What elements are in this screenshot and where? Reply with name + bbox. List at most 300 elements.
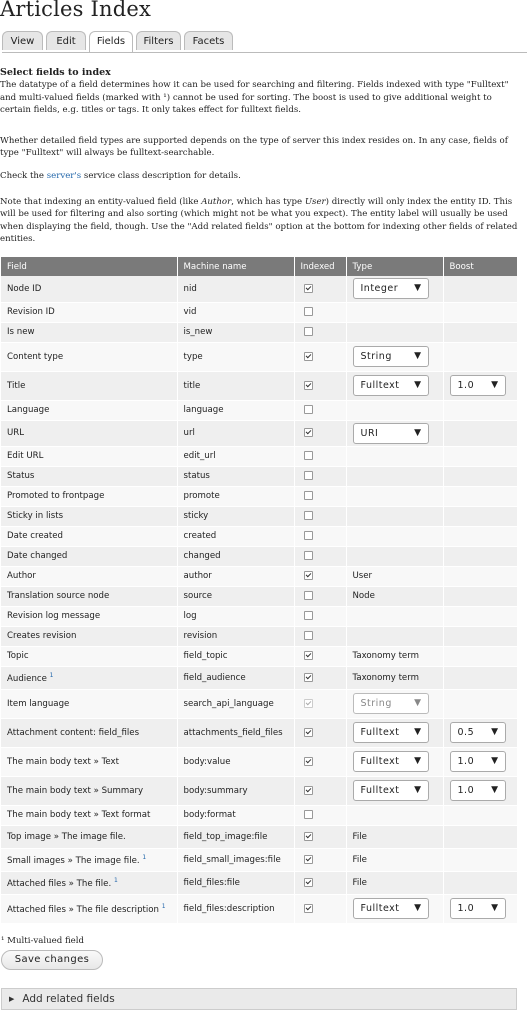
field-label: Title: [7, 380, 26, 391]
machine-name: field_files:file: [177, 871, 294, 894]
type-cell: [346, 566, 443, 586]
type-text: Taxonomy term: [352, 672, 419, 683]
chevron-down-icon: ▼: [414, 380, 422, 390]
add-related-fields[interactable]: [1, 988, 517, 1010]
table-row: [1, 776, 517, 805]
indexed-checkbox[interactable]: [304, 307, 313, 316]
type-cell: [346, 776, 443, 805]
field-label: Attachment content: field_files: [7, 727, 140, 738]
field-label-cell: [1, 586, 177, 606]
boost-select-value: 1.0: [457, 380, 475, 391]
field-label: Item language: [7, 698, 70, 709]
field-label: Revision ID: [7, 307, 55, 317]
indexed-cell: [294, 825, 346, 848]
type-cell: [346, 606, 443, 626]
type-select[interactable]: [353, 780, 429, 801]
indexed-cell: [294, 718, 346, 747]
field-label: Author: [7, 571, 36, 581]
indexed-checkbox: [304, 699, 313, 708]
type-select[interactable]: [353, 346, 429, 367]
boost-cell: [443, 776, 517, 805]
type-text: File: [352, 854, 367, 865]
type-cell: [346, 276, 443, 302]
header-machine-name: Machine name: [177, 257, 294, 276]
description-check: [0, 170, 522, 182]
indexed-checkbox[interactable]: [304, 551, 313, 560]
indexed-checkbox[interactable]: [304, 810, 313, 819]
field-label-cell: [1, 718, 177, 747]
chevron-down-icon: ▼: [414, 283, 422, 294]
field-label: The main body text » Summary: [7, 785, 144, 796]
chevron-down-icon: ▼: [414, 698, 422, 708]
field-label-cell: [1, 466, 177, 486]
header-type: Type: [346, 257, 443, 276]
indexed-cell: [294, 276, 346, 302]
type-select-value: String: [360, 698, 392, 709]
boost-cell: [443, 526, 517, 546]
type-select-value: String: [360, 351, 392, 362]
indexed-cell: [294, 666, 346, 689]
chevron-down-icon: ▼: [491, 380, 499, 390]
type-cell: [346, 466, 443, 486]
table-row: [1, 546, 517, 566]
table-row: [1, 606, 517, 626]
field-label-cell: [1, 871, 177, 894]
machine-name: field_audience: [177, 666, 294, 689]
table-row: [1, 566, 517, 586]
chevron-down-icon: ▼: [414, 351, 422, 361]
type-select-value: Fulltext: [360, 903, 400, 914]
boost-cell: [443, 276, 517, 302]
table-row: [1, 322, 517, 342]
type-cell: [346, 825, 443, 848]
machine-name: vid: [177, 302, 294, 322]
indexed-checkbox[interactable]: [304, 611, 313, 620]
indexed-checkbox[interactable]: [304, 531, 313, 540]
indexed-checkbox[interactable]: [304, 471, 313, 480]
tab-facets[interactable]: Facets: [184, 31, 233, 50]
multi-valued-footnote: ¹ Multi-valued field: [1, 936, 85, 946]
field-label-cell: [1, 848, 177, 871]
field-label-cell: [1, 805, 177, 825]
field-label: Topic: [7, 651, 29, 661]
boost-select[interactable]: [450, 751, 506, 772]
section-title: Select fields to index: [0, 67, 111, 78]
machine-name: nid: [177, 276, 294, 302]
indexed-cell: [294, 322, 346, 342]
machine-name: source: [177, 586, 294, 606]
description-server: [0, 135, 522, 160]
fields-table: [1, 257, 517, 924]
type-cell: [346, 342, 443, 371]
table-row: [1, 586, 517, 606]
boost-cell: [443, 371, 517, 400]
boost-cell: [443, 586, 517, 606]
field-label-cell: [1, 400, 177, 420]
table-row: [1, 526, 517, 546]
type-select-value: Fulltext: [360, 380, 400, 391]
boost-cell: [443, 626, 517, 646]
boost-cell: [443, 606, 517, 626]
indexed-cell: [294, 566, 346, 586]
header-indexed: Indexed: [294, 257, 346, 276]
type-cell: [346, 400, 443, 420]
type-cell: [346, 848, 443, 871]
indexed-checkbox[interactable]: [304, 878, 313, 887]
table-header: [1, 257, 517, 276]
field-label-cell: [1, 825, 177, 848]
header-field: Field: [1, 257, 177, 276]
type-select-value: Fulltext: [360, 756, 400, 767]
field-label: The main body text » Text: [7, 756, 119, 767]
field-label: Attached files » The file.: [7, 878, 112, 889]
type-select[interactable]: [353, 423, 429, 444]
type-cell: [346, 689, 443, 718]
multi-valued-marker: 1: [113, 876, 118, 884]
type-select: [353, 693, 429, 714]
type-cell: [346, 871, 443, 894]
chevron-down-icon: ▼: [414, 727, 422, 737]
machine-name: attachments_field_files: [177, 718, 294, 747]
table-row: [1, 747, 517, 776]
machine-name: author: [177, 566, 294, 586]
type-text: File: [352, 877, 367, 888]
machine-name: field_topic: [177, 646, 294, 666]
multi-valued-marker: 1: [142, 853, 147, 861]
field-label-cell: [1, 302, 177, 322]
machine-name: sticky: [177, 506, 294, 526]
machine-name: language: [177, 400, 294, 420]
boost-cell: [443, 848, 517, 871]
field-label: Node ID: [7, 283, 42, 294]
indexed-cell: [294, 626, 346, 646]
machine-name: created: [177, 526, 294, 546]
machine-name: edit_url: [177, 446, 294, 466]
indexed-checkbox[interactable]: [304, 673, 313, 682]
boost-cell: [443, 546, 517, 566]
indexed-cell: [294, 371, 346, 400]
indexed-checkbox[interactable]: [304, 855, 313, 864]
note-em-user: User: [304, 197, 326, 207]
indexed-checkbox[interactable]: [304, 757, 313, 766]
indexed-checkbox[interactable]: [304, 631, 313, 640]
table-row: [1, 506, 517, 526]
field-label-cell: [1, 546, 177, 566]
type-text: User: [352, 571, 373, 581]
table-row: [1, 871, 517, 894]
type-select-value: Integer: [360, 283, 399, 295]
machine-name: search_api_language: [177, 689, 294, 718]
table-row: [1, 276, 517, 302]
indexed-cell: [294, 302, 346, 322]
type-cell: [346, 718, 443, 747]
type-cell: [346, 486, 443, 506]
table-row: [1, 486, 517, 506]
boost-cell: [443, 420, 517, 446]
indexed-cell: [294, 420, 346, 446]
table-row: [1, 371, 517, 400]
field-label-cell: [1, 626, 177, 646]
type-cell: [346, 526, 443, 546]
type-select[interactable]: [353, 898, 429, 919]
field-label: Sticky in lists: [7, 511, 64, 521]
table-row: [1, 689, 517, 718]
field-label: Date changed: [7, 551, 68, 561]
indexed-checkbox[interactable]: [304, 405, 313, 414]
table-row: [1, 848, 517, 871]
type-cell: [346, 506, 443, 526]
fields-description: [0, 67, 522, 117]
indexed-cell: [294, 342, 346, 371]
boost-cell: [443, 871, 517, 894]
field-label: Revision log message: [7, 611, 101, 621]
boost-select[interactable]: [450, 722, 506, 743]
indexed-cell: [294, 747, 346, 776]
boost-cell: [443, 894, 517, 923]
machine-name: type: [177, 342, 294, 371]
indexed-cell: [294, 646, 346, 666]
type-select-value: Fulltext: [360, 727, 400, 738]
indexed-checkbox[interactable]: [304, 591, 313, 600]
field-label-cell: [1, 322, 177, 342]
indexed-cell: [294, 486, 346, 506]
boost-cell: [443, 566, 517, 586]
page-title: Articles Index: [0, 0, 152, 21]
description-server-text: Whether detailed field types are supported depends on the type of server this index resides on. In any case, fields of type "Fulltext" will always be fulltext-searchable.: [0, 136, 508, 159]
machine-name: is_new: [177, 322, 294, 342]
indexed-cell: [294, 466, 346, 486]
type-select[interactable]: [353, 375, 429, 396]
type-cell: [346, 371, 443, 400]
chevron-down-icon: ▼: [414, 903, 422, 913]
add-related-fields-label: Add related fields: [22, 993, 115, 1005]
field-label: Content type: [7, 351, 64, 362]
note-text: Note that indexing an entity-valued field (like: [0, 197, 202, 207]
header-boost: Boost: [443, 257, 517, 276]
note-text-mid: , which has type: [231, 197, 305, 207]
note-em-author: Author: [201, 197, 232, 207]
type-cell: [346, 666, 443, 689]
indexed-checkbox[interactable]: [304, 284, 313, 293]
machine-name: field_small_images:file: [177, 848, 294, 871]
tab-filters[interactable]: Filters: [136, 31, 181, 50]
description-datatype: The datatype of a field determines how it can be used for searching and filtering. Fields indexed with type "Fulltext" and multi-valued fields (marked with ¹) cannot be used for sorting. The boost is used to give additional weight to certain fields, e.g. titles or tags. It only takes effect for fulltext fields.: [0, 80, 509, 116]
field-label: The main body text » Text format: [7, 810, 151, 820]
boost-cell: [443, 689, 517, 718]
boost-cell: [443, 342, 517, 371]
description-entity-note: [0, 196, 522, 246]
field-label: Small images » The image file.: [7, 855, 140, 866]
type-select-value: URI: [360, 427, 379, 439]
chevron-down-icon: ▼: [414, 427, 422, 438]
machine-name: body:format: [177, 805, 294, 825]
chevron-down-icon: ▼: [491, 785, 499, 795]
indexed-checkbox[interactable]: [304, 904, 313, 913]
field-label: URL: [7, 428, 25, 438]
machine-name: revision: [177, 626, 294, 646]
indexed-cell: [294, 506, 346, 526]
machine-name: field_files:description: [177, 894, 294, 923]
table-row: [1, 420, 517, 446]
tab-view[interactable]: View: [2, 31, 43, 50]
boost-cell: [443, 302, 517, 322]
indexed-checkbox[interactable]: [304, 728, 313, 737]
table-row: [1, 666, 517, 689]
indexed-cell: [294, 689, 346, 718]
boost-cell: [443, 446, 517, 466]
save-button[interactable]: Save changes: [1, 950, 103, 970]
table-row: [1, 894, 517, 923]
boost-select-value: 0.5: [457, 727, 475, 738]
table-row: [1, 400, 517, 420]
machine-name: status: [177, 466, 294, 486]
type-cell: [346, 302, 443, 322]
table-row: [1, 302, 517, 322]
type-select[interactable]: [353, 278, 429, 299]
boost-cell: [443, 322, 517, 342]
indexed-cell: [294, 894, 346, 923]
machine-name: promote: [177, 486, 294, 506]
field-label: Attached files » The file description: [7, 904, 159, 915]
field-label: Edit URL: [7, 451, 44, 461]
table-row: [1, 805, 517, 825]
chevron-down-icon: ▼: [491, 727, 499, 737]
table-row: [1, 646, 517, 666]
indexed-cell: [294, 805, 346, 825]
type-select[interactable]: [353, 751, 429, 772]
type-cell: [346, 805, 443, 825]
indexed-checkbox[interactable]: [304, 832, 313, 841]
field-label-cell: [1, 747, 177, 776]
chevron-down-icon: ▼: [414, 756, 422, 766]
field-label-cell: [1, 446, 177, 466]
table-row: [1, 626, 517, 646]
boost-select[interactable]: [450, 898, 506, 919]
chevron-down-icon: ▼: [491, 903, 499, 913]
indexed-cell: [294, 446, 346, 466]
field-label-cell: [1, 666, 177, 689]
indexed-checkbox[interactable]: [304, 428, 313, 437]
machine-name: changed: [177, 546, 294, 566]
table-row: [1, 718, 517, 747]
indexed-checkbox[interactable]: [304, 451, 313, 460]
indexed-checkbox[interactable]: [304, 352, 313, 361]
indexed-checkbox[interactable]: [304, 491, 313, 500]
type-select-value: Fulltext: [360, 785, 400, 796]
boost-cell: [443, 666, 517, 689]
field-label: Promoted to frontpage: [7, 491, 105, 501]
indexed-checkbox[interactable]: [304, 786, 313, 795]
field-label: Language: [7, 405, 50, 415]
type-cell: [346, 646, 443, 666]
type-text: Taxonomy term: [352, 651, 419, 661]
machine-name: title: [177, 371, 294, 400]
indexed-checkbox[interactable]: [304, 651, 313, 660]
field-label: Top image » The image file.: [7, 831, 126, 842]
type-text: Node: [352, 591, 375, 601]
boost-select[interactable]: [450, 375, 506, 396]
field-label-cell: [1, 606, 177, 626]
type-cell: [346, 747, 443, 776]
table-row: [1, 342, 517, 371]
machine-name: url: [177, 420, 294, 446]
indexed-checkbox[interactable]: [304, 381, 313, 390]
boost-select[interactable]: [450, 780, 506, 801]
field-label: Status: [7, 471, 35, 481]
type-text: File: [352, 831, 367, 842]
multi-valued-marker: 1: [49, 671, 54, 679]
chevron-down-icon: ▼: [414, 785, 422, 795]
boost-cell: [443, 506, 517, 526]
field-label-cell: [1, 342, 177, 371]
boost-cell: [443, 718, 517, 747]
field-label-cell: [1, 894, 177, 923]
tab-bar: [2, 31, 527, 53]
boost-cell: [443, 466, 517, 486]
table-row: [1, 825, 517, 848]
check-text-after: service class description for details.: [81, 171, 241, 181]
field-label-cell: [1, 526, 177, 546]
field-label-cell: [1, 566, 177, 586]
boost-cell: [443, 825, 517, 848]
field-label-cell: [1, 276, 177, 302]
tab-edit[interactable]: Edit: [46, 31, 86, 50]
type-cell: [346, 446, 443, 466]
type-cell: [346, 894, 443, 923]
indexed-cell: [294, 586, 346, 606]
machine-name: body:value: [177, 747, 294, 776]
indexed-cell: [294, 526, 346, 546]
field-label-cell: [1, 371, 177, 400]
boost-cell: [443, 646, 517, 666]
boost-select-value: 1.0: [457, 756, 475, 767]
field-label: Creates revision: [7, 631, 77, 641]
indexed-cell: [294, 848, 346, 871]
indexed-cell: [294, 400, 346, 420]
indexed-cell: [294, 606, 346, 626]
indexed-checkbox[interactable]: [304, 571, 313, 580]
indexed-checkbox[interactable]: [304, 511, 313, 520]
type-cell: [346, 586, 443, 606]
indexed-cell: [294, 776, 346, 805]
field-label-cell: [1, 486, 177, 506]
type-select[interactable]: [353, 722, 429, 743]
tab-fields[interactable]: Fields: [89, 31, 133, 52]
boost-cell: [443, 400, 517, 420]
type-cell: [346, 322, 443, 342]
type-cell: [346, 626, 443, 646]
field-label-cell: [1, 506, 177, 526]
field-label-cell: [1, 646, 177, 666]
field-label: Is new: [7, 327, 35, 337]
check-text: Check the: [0, 171, 47, 181]
type-cell: [346, 420, 443, 446]
note-text-after: ) directly will only index the entity ID. This will be used for filtering and also sorting (which might not be what you expect). The entity label will usually be used when displaying the field, though. Use the "Add related fields" option at the bottom for indexing other fields of related entities.: [0, 197, 518, 245]
indexed-cell: [294, 871, 346, 894]
field-label: Audience: [7, 673, 47, 684]
field-label-cell: [1, 776, 177, 805]
server-link[interactable]: server's: [46, 171, 82, 181]
machine-name: log: [177, 606, 294, 626]
indexed-checkbox[interactable]: [304, 327, 313, 336]
machine-name: body:summary: [177, 776, 294, 805]
multi-valued-marker: 1: [161, 902, 166, 910]
boost-cell: [443, 747, 517, 776]
field-label: Date created: [7, 531, 64, 541]
type-cell: [346, 546, 443, 566]
field-label-cell: [1, 689, 177, 718]
triangle-right-icon: ▶: [9, 995, 15, 1003]
